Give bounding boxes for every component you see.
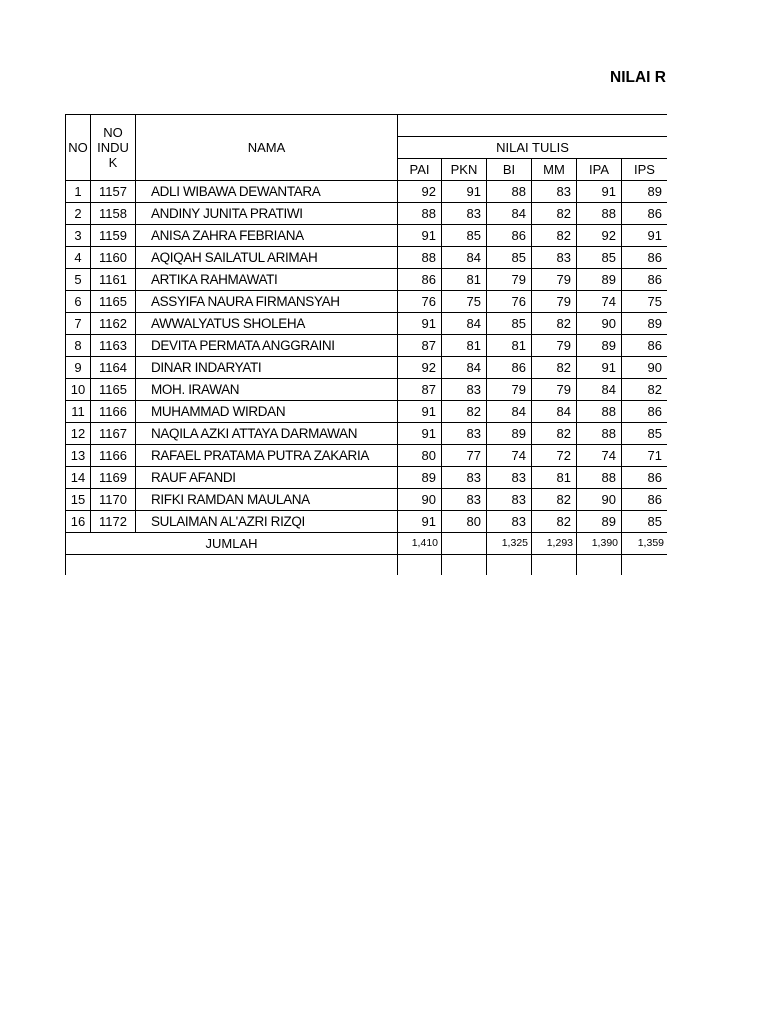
blank-cell xyxy=(532,555,577,576)
row-score-ips: 90 xyxy=(622,357,668,379)
row-score-ips: 86 xyxy=(622,247,668,269)
jumlah-ipa: 1,390 xyxy=(577,533,622,555)
row-nama: NAQILA AZKI ATTAYA DARMAWAN xyxy=(136,423,398,445)
row-score-mm: 79 xyxy=(532,379,577,401)
blank-cell xyxy=(66,555,398,576)
row-score-pkn: 84 xyxy=(442,357,487,379)
row-no: 14 xyxy=(66,467,91,489)
row-no-induk: 1166 xyxy=(91,445,136,467)
row-nama: ASSYIFA NAURA FIRMANSYAH xyxy=(136,291,398,313)
row-no-induk: 1161 xyxy=(91,269,136,291)
table-row xyxy=(66,313,668,335)
row-score-mm: 72 xyxy=(532,445,577,467)
row-no-induk: 1172 xyxy=(91,511,136,533)
row-nama: MUHAMMAD WIRDAN xyxy=(136,401,398,423)
row-no: 9 xyxy=(66,357,91,379)
row-score-ips: 86 xyxy=(622,335,668,357)
table-row xyxy=(66,247,668,269)
row-score-ips: 71 xyxy=(622,445,668,467)
row-nama: AWWALYATUS SHOLEHA xyxy=(136,313,398,335)
row-score-pai: 88 xyxy=(398,203,442,225)
row-score-pai: 87 xyxy=(398,379,442,401)
blank-cell xyxy=(442,555,487,576)
row-no: 3 xyxy=(66,225,91,247)
row-no-induk: 1165 xyxy=(91,291,136,313)
jumlah-bi: 1,325 xyxy=(487,533,532,555)
row-score-ips: 75 xyxy=(622,291,668,313)
table-row xyxy=(66,291,668,313)
row-score-ipa: 89 xyxy=(577,511,622,533)
jumlah-mm: 1,293 xyxy=(532,533,577,555)
jumlah-label: JUMLAH xyxy=(66,533,398,555)
grades-table xyxy=(65,114,667,575)
row-score-ipa: 91 xyxy=(577,357,622,379)
row-score-mm: 79 xyxy=(532,269,577,291)
row-no-induk: 1170 xyxy=(91,489,136,511)
table-row xyxy=(66,467,668,489)
row-score-pkn: 83 xyxy=(442,203,487,225)
row-score-bi: 83 xyxy=(487,511,532,533)
row-score-ipa: 84 xyxy=(577,379,622,401)
row-score-pkn: 84 xyxy=(442,247,487,269)
row-score-bi: 81 xyxy=(487,335,532,357)
row-score-mm: 82 xyxy=(532,511,577,533)
row-no: 16 xyxy=(66,511,91,533)
row-nama: ANISA ZAHRA FEBRIANA xyxy=(136,225,398,247)
row-score-mm: 83 xyxy=(532,181,577,203)
row-score-bi: 79 xyxy=(487,269,532,291)
row-score-ips: 86 xyxy=(622,269,668,291)
row-no: 10 xyxy=(66,379,91,401)
page-title: NILAI R xyxy=(610,69,666,86)
row-no: 1 xyxy=(66,181,91,203)
row-score-pkn: 81 xyxy=(442,269,487,291)
row-score-ipa: 88 xyxy=(577,423,622,445)
header-nama: NAMA xyxy=(136,115,398,181)
row-no-induk: 1164 xyxy=(91,357,136,379)
row-score-ips: 85 xyxy=(622,511,668,533)
row-nama: SULAIMAN AL'AZRI RIZQI xyxy=(136,511,398,533)
row-nama: ADLI WIBAWA DEWANTARA xyxy=(136,181,398,203)
table-row xyxy=(66,269,668,291)
jumlah-pkn xyxy=(442,533,487,555)
header-subject-ips: IPS xyxy=(622,159,668,181)
row-score-pai: 86 xyxy=(398,269,442,291)
row-score-ips: 86 xyxy=(622,203,668,225)
table-row xyxy=(66,423,668,445)
row-no-induk: 1163 xyxy=(91,335,136,357)
row-no-induk: 1160 xyxy=(91,247,136,269)
row-no-induk: 1165 xyxy=(91,379,136,401)
row-score-bi: 84 xyxy=(487,401,532,423)
row-score-pai: 92 xyxy=(398,357,442,379)
row-score-ipa: 90 xyxy=(577,313,622,335)
row-nama: ANDINY JUNITA PRATIWI xyxy=(136,203,398,225)
row-no-induk: 1158 xyxy=(91,203,136,225)
row-nama: AQIQAH SAILATUL ARIMAH xyxy=(136,247,398,269)
row-score-mm: 84 xyxy=(532,401,577,423)
row-score-pai: 90 xyxy=(398,489,442,511)
row-nama: ARTIKA RAHMAWATI xyxy=(136,269,398,291)
row-score-pkn: 83 xyxy=(442,467,487,489)
row-nama: MOH. IRAWAN xyxy=(136,379,398,401)
jumlah-ips: 1,359 xyxy=(622,533,668,555)
row-nama: DINAR INDARYATI xyxy=(136,357,398,379)
row-no: 5 xyxy=(66,269,91,291)
row-score-mm: 82 xyxy=(532,203,577,225)
row-score-pkn: 82 xyxy=(442,401,487,423)
row-score-mm: 83 xyxy=(532,247,577,269)
header-group-blank xyxy=(398,115,668,137)
row-score-pai: 91 xyxy=(398,423,442,445)
table-row xyxy=(66,401,668,423)
row-score-pkn: 77 xyxy=(442,445,487,467)
row-score-mm: 79 xyxy=(532,335,577,357)
row-score-bi: 83 xyxy=(487,489,532,511)
row-score-mm: 81 xyxy=(532,467,577,489)
row-score-pkn: 83 xyxy=(442,379,487,401)
row-score-pai: 91 xyxy=(398,225,442,247)
row-no: 7 xyxy=(66,313,91,335)
row-score-mm: 82 xyxy=(532,313,577,335)
row-score-bi: 88 xyxy=(487,181,532,203)
header-subject-bi: BI xyxy=(487,159,532,181)
row-no-induk: 1159 xyxy=(91,225,136,247)
row-score-bi: 76 xyxy=(487,291,532,313)
table-row xyxy=(66,203,668,225)
row-score-mm: 82 xyxy=(532,489,577,511)
row-no: 13 xyxy=(66,445,91,467)
row-score-ipa: 85 xyxy=(577,247,622,269)
row-score-ips: 86 xyxy=(622,467,668,489)
table-row xyxy=(66,379,668,401)
row-score-ipa: 74 xyxy=(577,291,622,313)
row-score-pai: 91 xyxy=(398,511,442,533)
row-score-ips: 89 xyxy=(622,181,668,203)
row-score-pai: 87 xyxy=(398,335,442,357)
row-score-pkn: 83 xyxy=(442,489,487,511)
row-no: 6 xyxy=(66,291,91,313)
row-score-ips: 89 xyxy=(622,313,668,335)
row-no-induk: 1162 xyxy=(91,313,136,335)
blank-cell xyxy=(577,555,622,576)
row-score-pkn: 83 xyxy=(442,423,487,445)
blank-cell xyxy=(487,555,532,576)
table-row xyxy=(66,489,668,511)
row-score-pkn: 85 xyxy=(442,225,487,247)
header-nilai-tulis: NILAI TULIS xyxy=(398,137,668,159)
header-subject-ipa: IPA xyxy=(577,159,622,181)
jumlah-pai: 1,410 xyxy=(398,533,442,555)
row-score-bi: 89 xyxy=(487,423,532,445)
row-score-ips: 85 xyxy=(622,423,668,445)
header-no: NO xyxy=(66,115,91,181)
row-score-pai: 80 xyxy=(398,445,442,467)
row-score-ips: 91 xyxy=(622,225,668,247)
row-no: 2 xyxy=(66,203,91,225)
row-score-pkn: 81 xyxy=(442,335,487,357)
row-score-bi: 84 xyxy=(487,203,532,225)
row-score-ipa: 88 xyxy=(577,467,622,489)
blank-cell xyxy=(398,555,442,576)
blank-cell xyxy=(622,555,668,576)
row-score-bi: 85 xyxy=(487,247,532,269)
header-subject-mm: MM xyxy=(532,159,577,181)
row-no: 15 xyxy=(66,489,91,511)
table-row xyxy=(66,357,668,379)
row-nama: RAFAEL PRATAMA PUTRA ZAKARIA xyxy=(136,445,398,467)
table-row xyxy=(66,181,668,203)
row-no: 12 xyxy=(66,423,91,445)
row-score-ipa: 92 xyxy=(577,225,622,247)
table-row xyxy=(66,511,668,533)
row-score-pkn: 75 xyxy=(442,291,487,313)
row-no: 11 xyxy=(66,401,91,423)
row-nama: RAUF AFANDI xyxy=(136,467,398,489)
row-no: 8 xyxy=(66,335,91,357)
row-score-bi: 74 xyxy=(487,445,532,467)
header-subject-pai: PAI xyxy=(398,159,442,181)
row-no-induk: 1157 xyxy=(91,181,136,203)
row-score-bi: 86 xyxy=(487,225,532,247)
row-score-pai: 76 xyxy=(398,291,442,313)
row-score-bi: 86 xyxy=(487,357,532,379)
row-score-ips: 82 xyxy=(622,379,668,401)
row-score-pai: 91 xyxy=(398,313,442,335)
row-nama: RIFKI RAMDAN MAULANA xyxy=(136,489,398,511)
row-score-pai: 89 xyxy=(398,467,442,489)
row-score-ipa: 74 xyxy=(577,445,622,467)
row-score-pkn: 80 xyxy=(442,511,487,533)
header-no-induk: NO INDU K xyxy=(91,115,136,181)
row-score-pai: 88 xyxy=(398,247,442,269)
row-no-induk: 1166 xyxy=(91,401,136,423)
row-score-pai: 91 xyxy=(398,401,442,423)
row-score-ipa: 89 xyxy=(577,335,622,357)
row-score-ips: 86 xyxy=(622,489,668,511)
table-row xyxy=(66,335,668,357)
row-score-ipa: 88 xyxy=(577,401,622,423)
row-score-pkn: 84 xyxy=(442,313,487,335)
row-score-pai: 92 xyxy=(398,181,442,203)
row-score-ips: 86 xyxy=(622,401,668,423)
row-score-mm: 79 xyxy=(532,291,577,313)
header-subject-pkn: PKN xyxy=(442,159,487,181)
row-score-mm: 82 xyxy=(532,423,577,445)
row-score-ipa: 88 xyxy=(577,203,622,225)
row-score-mm: 82 xyxy=(532,225,577,247)
row-score-bi: 83 xyxy=(487,467,532,489)
row-no-induk: 1169 xyxy=(91,467,136,489)
grades-sheet xyxy=(65,114,667,575)
row-score-bi: 85 xyxy=(487,313,532,335)
row-score-mm: 82 xyxy=(532,357,577,379)
row-score-ipa: 89 xyxy=(577,269,622,291)
table-row xyxy=(66,445,668,467)
row-no: 4 xyxy=(66,247,91,269)
table-row xyxy=(66,225,668,247)
row-no-induk: 1167 xyxy=(91,423,136,445)
row-score-bi: 79 xyxy=(487,379,532,401)
row-nama: DEVITA PERMATA ANGGRAINI xyxy=(136,335,398,357)
row-score-pkn: 91 xyxy=(442,181,487,203)
row-score-ipa: 90 xyxy=(577,489,622,511)
row-score-ipa: 91 xyxy=(577,181,622,203)
